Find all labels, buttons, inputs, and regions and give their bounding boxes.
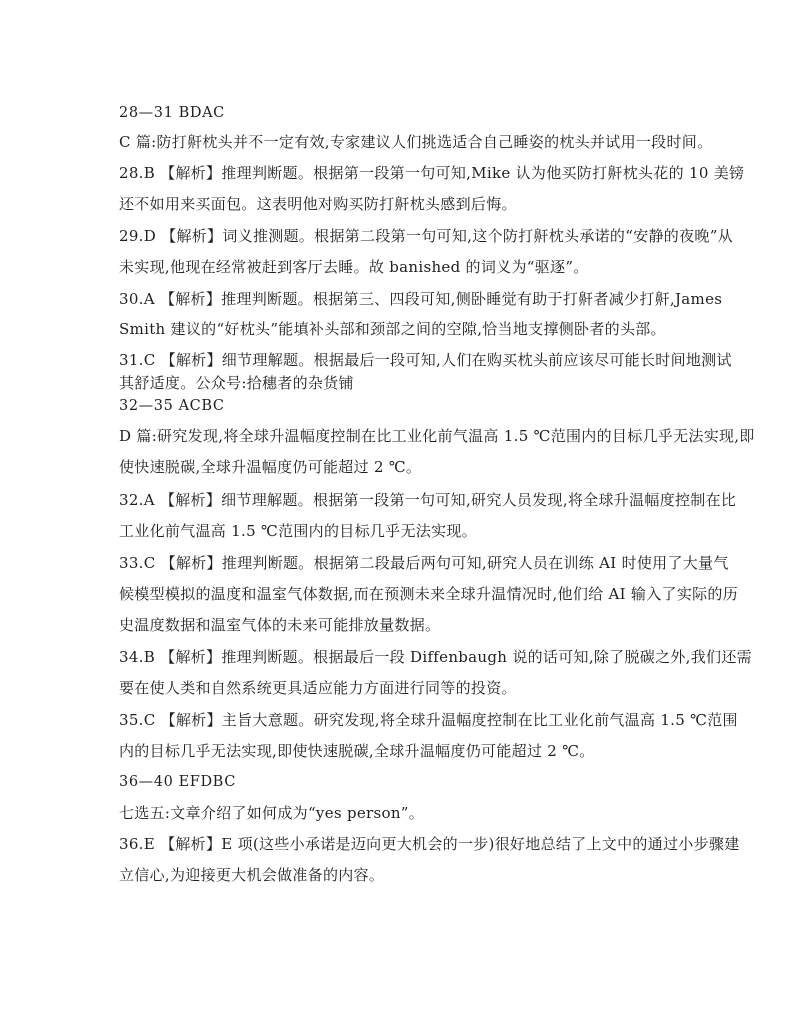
- explanation-32-line-1: 32.A 【解析】细节理解题。根据第一段第一句可知,研究人员发现,将全球升温幅度控制在比: [119, 491, 737, 509]
- explanation-35-line-1: 35.C 【解析】主旨大意题。研究发现,将全球升温幅度控制在比工业化前气温高 1.5 ℃范围: [119, 711, 738, 729]
- explanation-33-line-2: 候模型模拟的温度和温室气体数据,而在预测未来全球升温情况时,他们给 AI 输入了实际的历: [119, 585, 739, 603]
- explanation-33-line-1: 33.C 【解析】推理判断题。根据第二段最后两句可知,研究人员在训练 AI 时使用了大量气: [119, 554, 729, 572]
- answer-group-32-35: 32—35 ACBC: [119, 398, 225, 414]
- explanation-30-line-2: Smith 建议的“好枕头”能填补头部和颈部之间的空隙,恰当地支撑侧卧者的头部。: [119, 320, 666, 338]
- explanation-29-line-2: 未实现,他现在经常被赶到客厅去睡。故 banished 的词义为“驱逐”。: [119, 258, 589, 276]
- passage-c-summary: C 篇:防打鼾枕头并不一定有效,专家建议人们挑选适合自己睡姿的枕头并试用一段时间。: [119, 133, 713, 151]
- passage-d-summary-line-1: D 篇:研究发现,将全球升温幅度控制在比工业化前气温高 1.5 ℃范围内的目标几乎无法实现,即: [119, 427, 755, 445]
- explanation-34-line-1: 34.B 【解析】推理判断题。根据最后一段 Diffenbaugh 说的话可知,除了脱碳之外,我们还需: [119, 648, 752, 666]
- explanation-31-line-1: 31.C 【解析】细节理解题。根据最后一段可知,人们在购买枕头前应该尽可能长时间地测试: [119, 351, 732, 369]
- passage-d-summary-line-2: 使快速脱碳,全球升温幅度仍可能超过 2 ℃。: [119, 458, 422, 476]
- explanation-34-line-2: 要在使人类和自然系统更具适应能力方面进行同等的投资。: [119, 679, 517, 697]
- seven-choose-five-summary: 七选五:文章介绍了如何成为“yes person”。: [119, 804, 425, 822]
- answer-group-28-31: 28—31 BDAC: [119, 105, 225, 121]
- explanation-35-line-2: 内的目标几乎无法实现,即使快速脱碳,全球升温幅度仍可能超过 2 ℃。: [119, 742, 595, 760]
- explanation-31-line-2: 其舒适度。公众号:拾穗者的杂货铺: [119, 374, 354, 392]
- explanation-28-line-1: 28.B 【解析】推理判断题。根据第一段第一句可知,Mike 认为他买防打鼾枕头花的 10 美镑: [119, 164, 745, 182]
- explanation-29-line-1: 29.D 【解析】词义推测题。根据第二段第一句可知,这个防打鼾枕头承诺的“安静的夜晚”从: [119, 227, 733, 245]
- explanation-28-line-2: 还不如用来买面包。这表明他对购买防打鼾枕头感到后悔。: [119, 195, 517, 213]
- explanation-36-line-2: 立信心,为迎接更大机会做准备的内容。: [119, 866, 385, 884]
- explanation-33-line-3: 史温度数据和温室气体的未来可能排放量数据。: [119, 616, 441, 634]
- answer-group-36-40: 36—40 EFDBC: [119, 774, 236, 790]
- explanation-30-line-1: 30.A 【解析】推理判断题。根据第三、四段可知,侧卧睡觉有助于打鼾者减少打鼾,James: [119, 290, 723, 308]
- explanation-32-line-2: 工业化前气温高 1.5 ℃范围内的目标几乎无法实现。: [119, 522, 477, 540]
- explanation-36-line-1: 36.E 【解析】E 项(这些小承诺是迈向更大机会的一步)很好地总结了上文中的通过小步骤建: [119, 835, 740, 853]
